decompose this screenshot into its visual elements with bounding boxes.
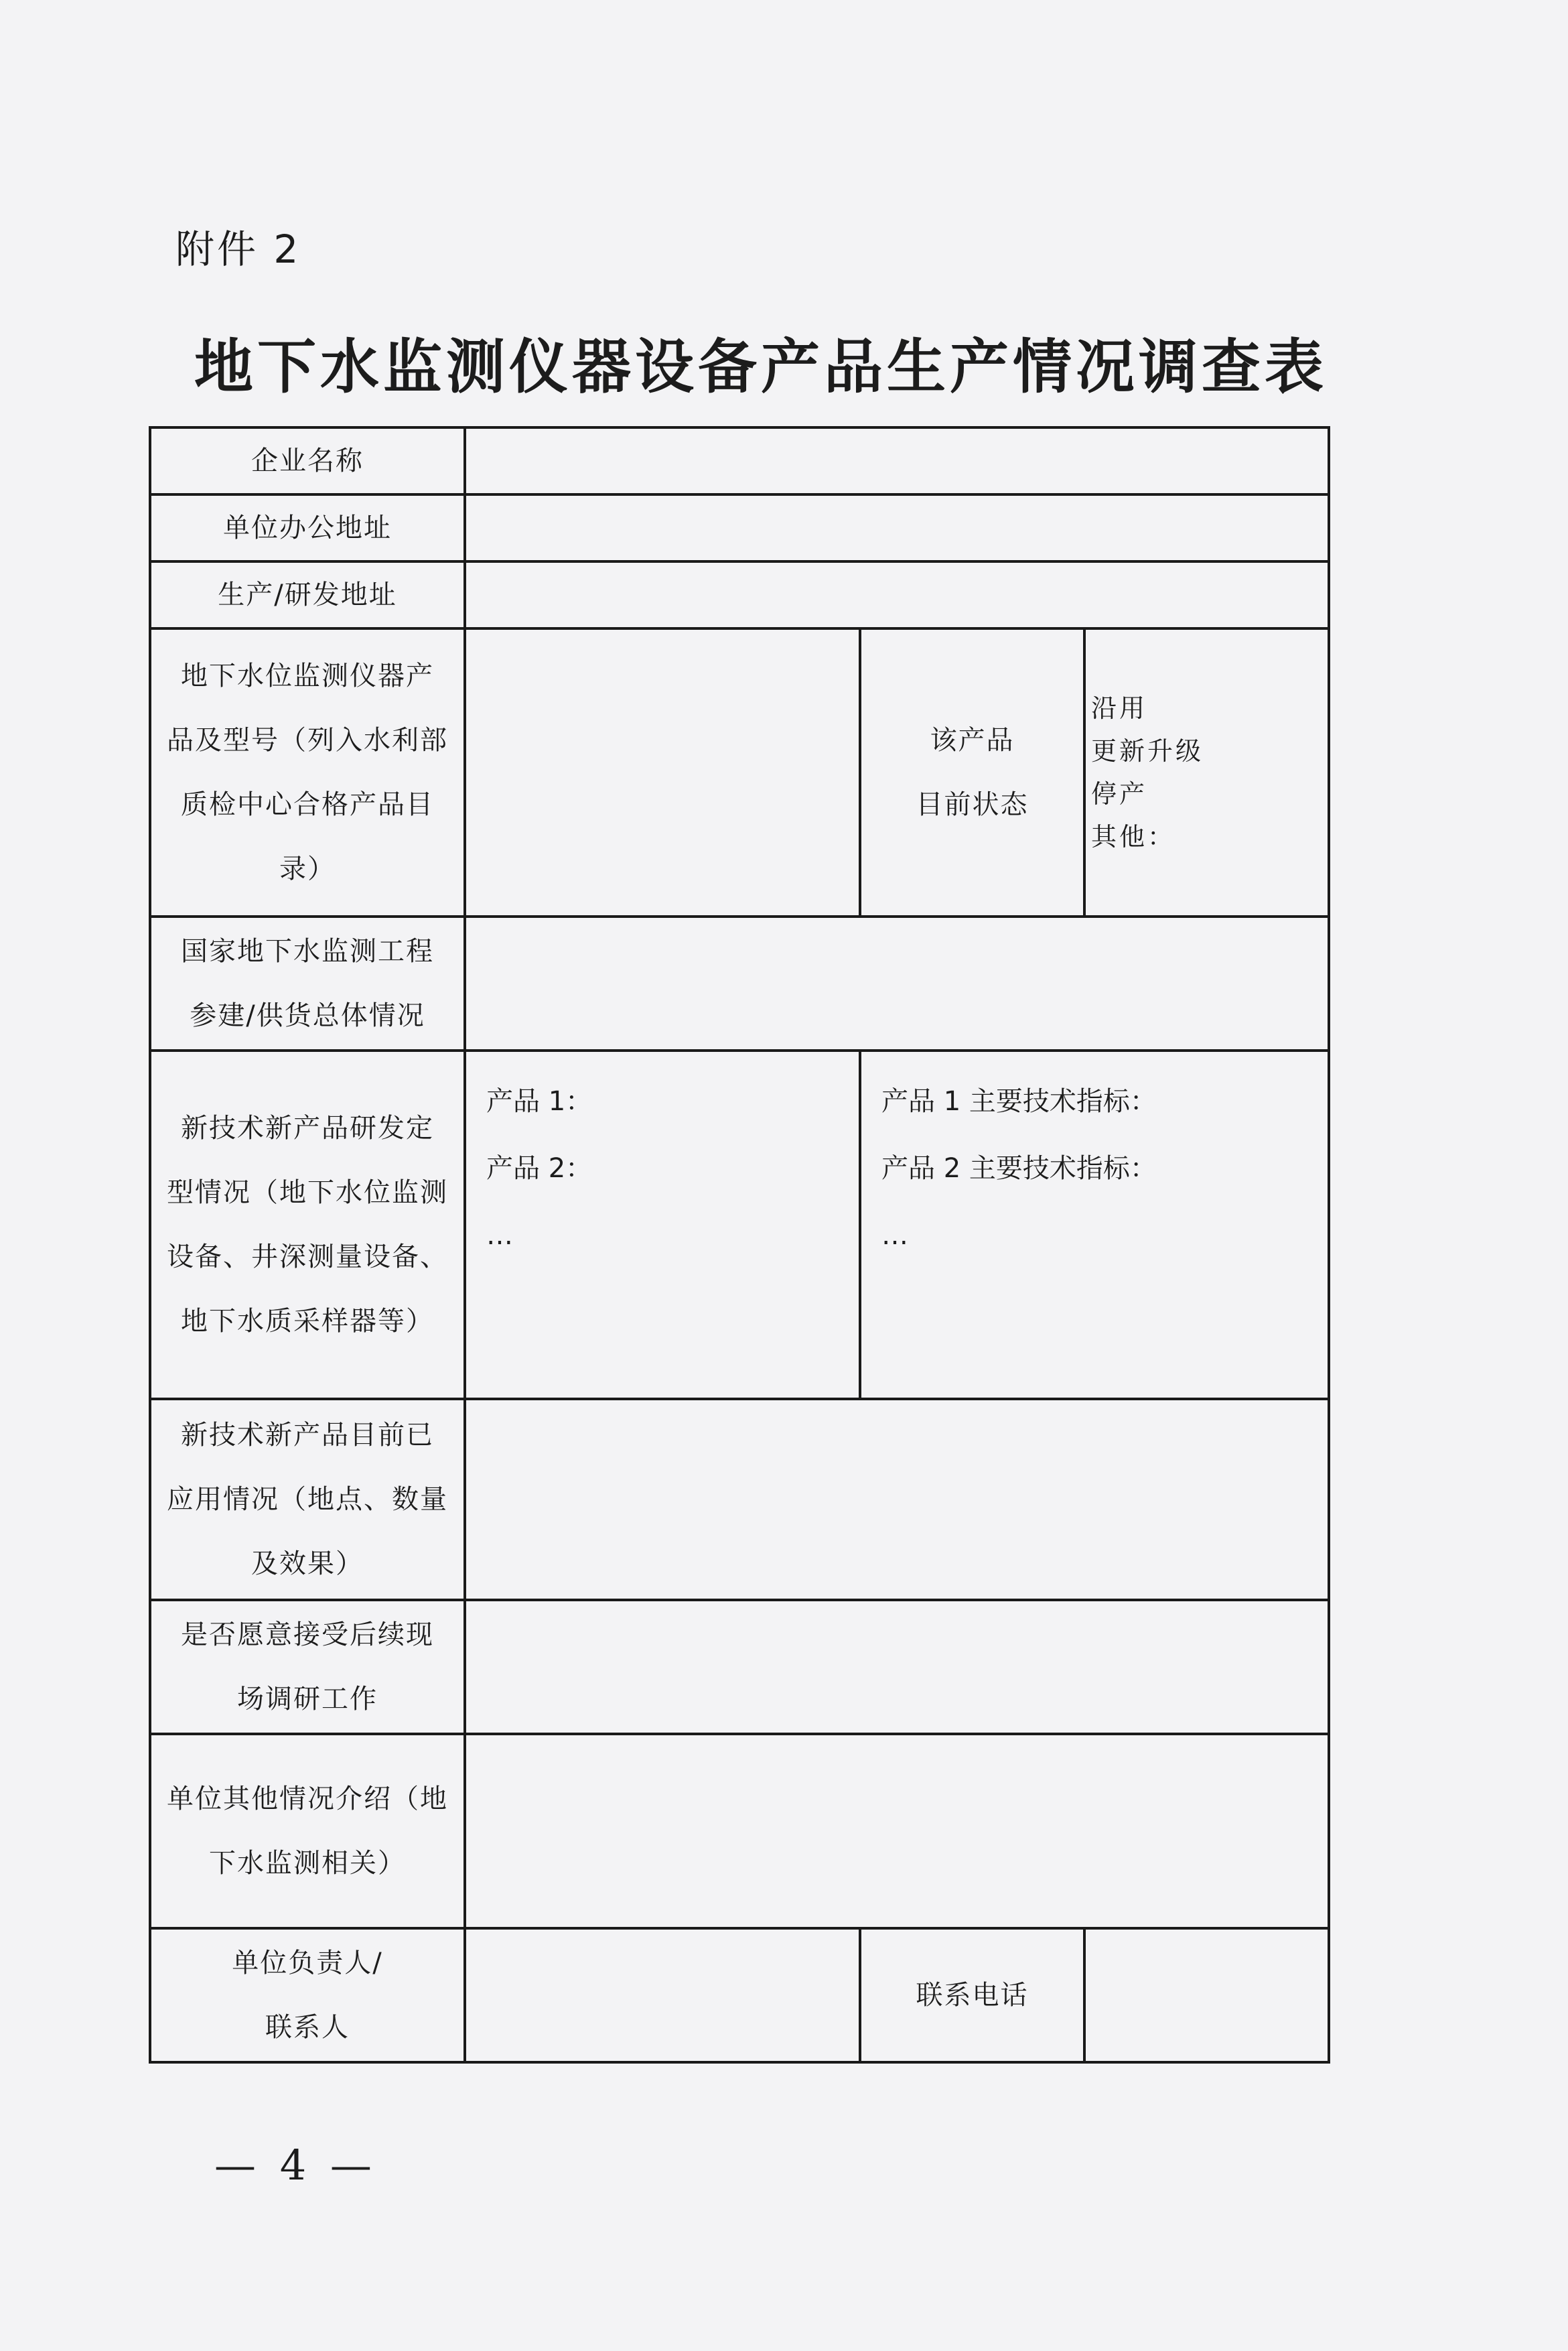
survey-form-table [149, 426, 1330, 2064]
contact-phone-field[interactable] [1084, 1928, 1329, 2062]
label-line: 单位其他情况介绍（地 [167, 1784, 448, 1814]
production-address-label: 生产/研发地址 [150, 561, 465, 628]
product-spec-entry: … [881, 1220, 908, 1251]
other-info-field[interactable] [465, 1734, 1329, 1928]
row-other-info [150, 1734, 1329, 1928]
label-line: 该产品 [930, 725, 1015, 756]
label-line: 下水监测相关） [209, 1848, 406, 1879]
product-entry: 产品 1： [486, 1086, 593, 1117]
row-production-address [150, 561, 1329, 628]
label-line: 质检中心合格产品目 [181, 789, 434, 820]
status-option[interactable]: 更新升级 [1091, 736, 1204, 766]
contact-person-field[interactable] [465, 1928, 860, 2062]
company-name-field[interactable] [465, 427, 1329, 494]
product-specs-field[interactable] [860, 1051, 1329, 1399]
label-line: 地下水位监测仪器产 [181, 661, 434, 691]
label-line: 联系人 [265, 2012, 350, 2043]
row-instrument-products [150, 628, 1329, 917]
application-label [150, 1399, 465, 1600]
label-line: 品及型号（列入水利部 [167, 725, 448, 756]
row-application [150, 1399, 1329, 1600]
row-contact [150, 1928, 1329, 2062]
row-survey-willingness [150, 1600, 1329, 1734]
product-status-label [860, 628, 1084, 917]
label-line: 新技术新产品研发定 [181, 1113, 434, 1144]
label-line: 设备、井深测量设备、 [167, 1241, 448, 1272]
label-line: 应用情况（地点、数量 [167, 1484, 448, 1515]
product-spec-entry: 产品 1 主要技术指标： [881, 1086, 1157, 1117]
product-status-options[interactable] [1084, 628, 1329, 917]
label-line: 型情况（地下水位监测 [167, 1177, 448, 1208]
office-address-label: 单位办公地址 [150, 494, 465, 561]
instrument-products-label [150, 628, 465, 917]
label-line: 单位负责人/ [232, 1948, 383, 1978]
instrument-products-field[interactable] [465, 628, 860, 917]
row-company-name [150, 427, 1329, 494]
application-field[interactable] [465, 1399, 1329, 1600]
attachment-label: 附件 2 [175, 226, 301, 272]
form-title: 地下水监测仪器设备产品生产情况调查表 [194, 332, 1328, 401]
new-tech-development-label [150, 1051, 465, 1399]
production-address-field[interactable] [465, 561, 1329, 628]
label-line: 目前状态 [916, 789, 1029, 820]
label-line: 参建/供货总体情况 [190, 1000, 425, 1031]
status-option[interactable]: 沿用 [1091, 693, 1148, 723]
contact-phone-label: 联系电话 [860, 1928, 1084, 2062]
label-line: 地下水质采样器等） [181, 1306, 434, 1337]
row-office-address [150, 494, 1329, 561]
product-entry: 产品 2： [486, 1153, 593, 1184]
company-name-label: 企业名称 [150, 427, 465, 494]
product-entry: … [486, 1220, 513, 1251]
label-line: 录） [279, 854, 336, 884]
row-new-tech-development [150, 1051, 1329, 1399]
label-line: 新技术新产品目前已 [181, 1420, 434, 1451]
label-line: 及效果） [251, 1548, 364, 1579]
survey-willingness-field[interactable] [465, 1600, 1329, 1734]
status-option[interactable]: 其他： [1091, 822, 1176, 852]
office-address-field[interactable] [465, 494, 1329, 561]
product-spec-entry: 产品 2 主要技术指标： [881, 1153, 1157, 1184]
contact-person-label [150, 1928, 465, 2062]
row-national-project [150, 917, 1329, 1051]
national-project-field[interactable] [465, 917, 1329, 1051]
label-line: 场调研工作 [237, 1684, 378, 1715]
label-line: 是否愿意接受后续现 [181, 1619, 434, 1650]
label-line: 国家地下水监测工程 [181, 936, 434, 967]
national-project-label [150, 917, 465, 1051]
status-option[interactable]: 停产 [1091, 779, 1148, 809]
page-number: — 4 — [214, 2141, 377, 2190]
products-field[interactable] [465, 1051, 860, 1399]
survey-willingness-label [150, 1600, 465, 1734]
other-info-label [150, 1734, 465, 1928]
